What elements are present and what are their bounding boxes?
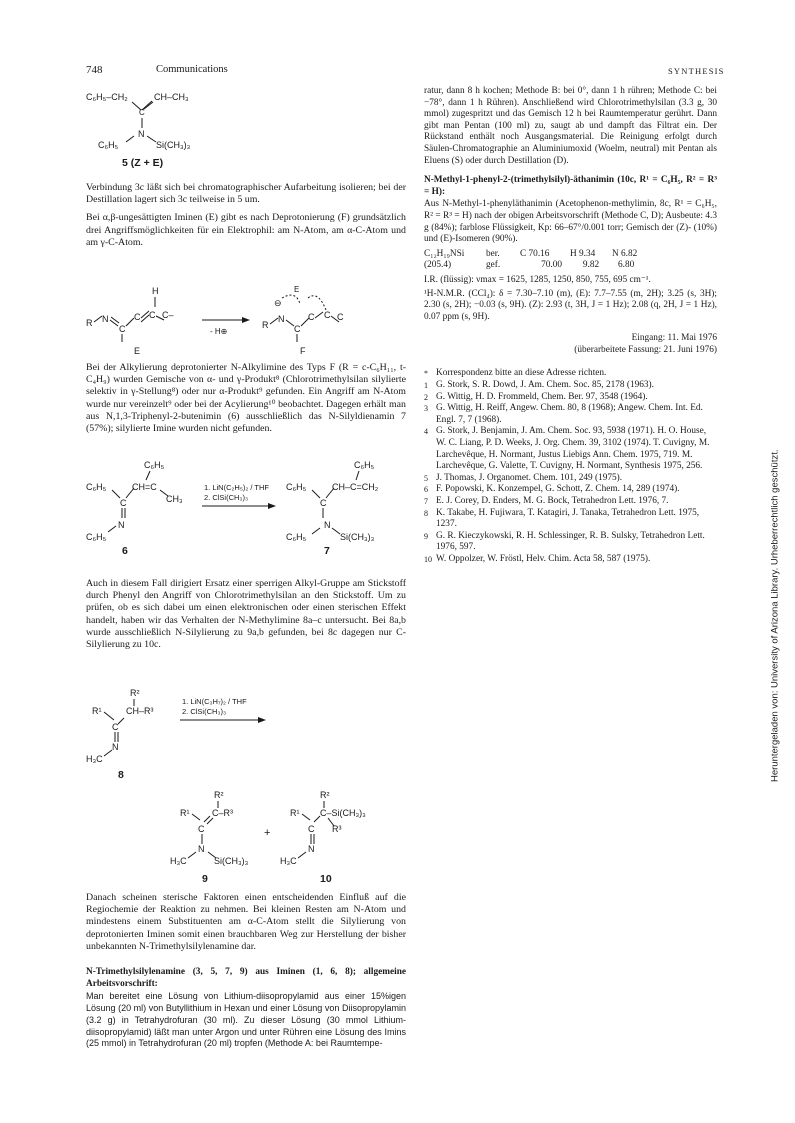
svg-text:C₆H₅: C₆H₅ (98, 140, 119, 150)
svg-text:2. ClSi(CH₃)₃: 2. ClSi(CH₃)₃ (182, 707, 227, 716)
scheme-E-F (86, 276, 406, 358)
svg-text:+: + (264, 827, 271, 839)
svg-text:H₃C: H₃C (86, 754, 103, 764)
svg-text:C₆H₅: C₆H₅ (144, 460, 165, 470)
reference-item: 8 K. Takabe, H. Fujiwara, T. Katagiri, J. Tanaka, Tetrahedron Lett. 1975, 1237. (424, 507, 700, 530)
svg-text:C₆H₅: C₆H₅ (86, 532, 107, 542)
svg-text:R²: R² (214, 790, 224, 800)
svg-text:CH=C: CH=C (132, 482, 157, 492)
svg-text:CH–R³: CH–R³ (126, 706, 154, 716)
svg-text:N: N (278, 314, 285, 324)
svg-text:N: N (112, 742, 119, 752)
structure-5 (86, 86, 326, 168)
label-7: 7 (324, 545, 330, 557)
reference-item: 10 W. Oppolzer, W. Fröstl, Helv. Chim. Acta 58, 587 (1975). (424, 553, 651, 564)
paragraph-2: Bei α,β-ungesättigten Iminen (E) gibt es nach Deprotonierung (F) grundsätzlich drei Angriffsmöglichkeiten für ein Elektrophil: am N-Atom, am α-C-Atom und am γ-C-Atom. (86, 212, 406, 248)
reference-item: 3 G. Wittig, H. Reiff, Angew. Chem. 80, 8 (1968); Angew. Chem. Int. Ed. Engl. 7, 7 (1968). (424, 403, 703, 425)
journal-name: SYNTHESIS (668, 66, 725, 76)
svg-text:C: C (320, 498, 327, 508)
svg-text:R: R (262, 320, 269, 330)
reference-item: * Korrespondenz bitte an diese Adresse richten. (424, 368, 607, 379)
label-5: 5 (Z + E) (122, 157, 164, 168)
procedure-continued: ratur, dann 8 h kochen; Methode B: bei 0°, dann 1 h rühren; Methode C: bei −78°, dann 1 h Rühren). Anschließend wird Chlorotrimethylsilan (3.3 g, 30 mmol) zugespritzt und das Gemisch 12 h bei Raumtemperatur gerührt. Dann gibt man Pentan (100 ml) zu, saugt ab und dampft das Filtrat ein. Der Rückstand enthält noch Ausgangsmaterial. Die Reinigung erfolgt durch Säulen-Chromatographie an Aluminiumoxid (Woelm, neutral) mit Pentan als Eluens (S) oder durch Destillation (D). (424, 86, 717, 166)
reference-item: 1 G. Stork, S. R. Dowd, J. Am. Chem. Soc. 85, 2178 (1963). (424, 380, 654, 391)
svg-text:C₆H₅: C₆H₅ (286, 482, 307, 492)
svg-text:C₆H₅: C₆H₅ (86, 482, 107, 492)
references (424, 368, 717, 565)
svg-text:C: C (337, 312, 344, 322)
svg-text:C: C (149, 310, 156, 320)
svg-text:C: C (112, 722, 119, 732)
analysis-calc-label: ber. (486, 248, 500, 259)
compound-body: Aus N-Methyl-1-phenyläthanimin (Acetophenon-methylimin, 8c, R¹ = C₆H₅, R² = R³ = H) nach der obigen Arbeitsvorschrift (Methode C, D); Ausbeute: 4.3 g (84%); farblose Flüssigkeit, Kp: 66–67°/0.001 torr; Gemisch der (Z)- (10%) und (E)-Isomeren (90%). (424, 199, 717, 245)
paragraph-1: Verbindung 3c läßt sich bei chromatographischer Aufarbeitung isolieren; bei der Destillation lagert sich 3c teilweise in 5 um. (86, 182, 406, 206)
svg-text:N: N (138, 129, 145, 139)
revised-date: (überarbeitete Fassung: 21. Juni 1976) (574, 344, 717, 355)
svg-text:C: C (308, 312, 315, 322)
reference-item: 2 G. Wittig, H. D. Frommeld, Chem. Ber. 97, 3548 (1964). (424, 391, 648, 402)
svg-text:C: C (119, 324, 126, 334)
scheme-6-7 (86, 456, 406, 566)
svg-text:C–R³: C–R³ (212, 808, 234, 818)
svg-text:N: N (102, 314, 109, 324)
label-9: 9 (202, 873, 208, 885)
analysis-mw: (205.4) (424, 260, 452, 271)
label-F: F (300, 346, 306, 356)
procedure-title: N-Trimethylsilylenamine (3, 5, 7, 9) aus Iminen (1, 6, 8); allgemeine Arbeitsvorschrift: (86, 967, 406, 989)
download-note: Heruntergeladen von: University of Arizona Library. Urheberrechtlich geschützt. (769, 449, 781, 782)
analysis-found-h: 9.82 (582, 260, 600, 271)
reference-item: 6 F. Popowski, K. Konzempel, G. Schott, Z. Chem. 14, 289 (1974). (424, 484, 680, 495)
svg-text:H: H (152, 286, 159, 296)
svg-text:Si(CH₃)₃: Si(CH₃)₃ (156, 140, 191, 150)
label-E: E (134, 346, 141, 356)
procedure-body: Man bereitet eine Lösung von Lithium-diisopropylamid aus einer 15%igen Lösung (20 ml) von Butyllithium in Hexan und einer Lösung von Diisopropylamin (3.2 g) in Tetrahydrofuran (30 ml). Zu dieser Lösung (30 mmol Lithium-diisopropylamid) läßt man unter Argon und unter Rühren eine Lösung des Imins (25 mmol) in Tetrahydrofuran (20 ml) tropfen (Methode A: bei Raumtempe- (86, 991, 406, 1049)
svg-text:C–: C– (162, 310, 174, 320)
svg-text:R¹: R¹ (290, 808, 300, 818)
svg-text:C₆H₅: C₆H₅ (354, 460, 375, 470)
svg-text:R¹: R¹ (92, 706, 102, 716)
svg-text:2. ClSi(CH₃)₃: 2. ClSi(CH₃)₃ (204, 493, 249, 502)
label-10: 10 (320, 873, 332, 885)
analysis-calc-n: N 6.82 (612, 248, 638, 259)
ir-data: I.R. (flüssig): νmax = 1625, 1285, 1250, 850, 755, 695 cm⁻¹. (424, 274, 651, 285)
analysis-calc-c: C 70.16 (520, 248, 550, 259)
svg-text:R²: R² (320, 790, 330, 800)
svg-text:C–Si(CH₃)₃: C–Si(CH₃)₃ (320, 808, 366, 818)
label-8: 8 (118, 769, 124, 781)
svg-text:H₃C: H₃C (170, 856, 187, 866)
analysis-found-c: 70.00 (541, 260, 562, 271)
paragraph-5: Danach scheinen sterische Faktoren einen entscheidenden Einfluß auf die Regiochemie der Reaktion zu nehmen. Bei kleinen Resten am N-Atom und mindestens einem Substituenten am α-C-Atom stellt die Silylierung von deprotonierten Iminen somit einen brauchbaren Weg zur Herstellung der bisher unbekannten N-Trimethylsilylenamine dar. (86, 892, 406, 952)
svg-text:C: C (294, 324, 301, 334)
reference-item: 7 E. J. Corey, D. Enders, M. G. Bock, Tetrahedron Lett. 1976, 7. (424, 496, 669, 506)
analysis-found-n: 6.80 (618, 260, 635, 271)
received-date: Eingang: 11. Mai 1976 (631, 333, 717, 344)
scheme-8-9-10 (86, 686, 406, 890)
svg-text:1. LiN(C₃H₇)₂ / THF: 1. LiN(C₃H₇)₂ / THF (182, 697, 247, 706)
reference-item: 4 G. Stork, J. Benjamin, J. Am. Chem. Soc. 93, 5938 (1971). H. O. House, W. C. Liang, P. D. Weeks, J. Org. Chem. 39, 3102 (1974). T. Cuvigny, M. Larchevêque, H. Normant, Justus Liebigs Ann. Chem. 1975, 719. M. Larchevêque, G. Valette, T. Cuvigny, H. Normant, Synthesis 1975, 256. (424, 426, 710, 472)
section-title: Communications (156, 64, 228, 75)
svg-text:- H⊕: - H⊕ (210, 327, 228, 336)
nmr-data: ¹H-N.M.R. (CCl₄): δ = 7.30–7.10 (m), (E): 7.7–7.55 (m, 2H); 3.25 (s, 3H); 2.30 (s, 2H); −0.03 (s, 9H). (Z): 2.93 (t, 3H, J = 1 Hz); 2.08 (q, 2H, J = 1 Hz), 0.07 ppm (s, 9H). (424, 288, 717, 322)
svg-text:CH–CH₃: CH–CH₃ (154, 92, 189, 102)
svg-text:C: C (139, 108, 145, 117)
label-6: 6 (122, 545, 128, 557)
page-number: 748 (86, 64, 103, 76)
svg-text:R²: R² (130, 688, 140, 698)
svg-text:N: N (308, 844, 315, 854)
svg-text:CH₃: CH₃ (166, 494, 183, 504)
svg-text:C: C (120, 498, 127, 508)
svg-text:R: R (86, 318, 93, 328)
svg-text:N: N (198, 844, 205, 854)
svg-text:Si(CH₃)₃: Si(CH₃)₃ (340, 532, 375, 542)
svg-text:R³: R³ (332, 824, 342, 834)
svg-text:C: C (134, 312, 141, 322)
paragraph-4: Auch in diesem Fall dirigiert Ersatz einer sperrigen Alkyl-Gruppe am Stickstoff durch Phenyl den Angriff von Chlorotrimethylsilan an den Stickstoff. Um zu prüfen, ob es sich dabei um einen elektronischen oder einen sterischen Effekt handelt, haben wir das Verhalten der N-Methylimine 8a–c untersucht. Bei 8a,b wurde ausschließlich N-Silylierung zu 9a,b gefunden, bei 8c dagegen nur C-Silylierung zu 10c. (86, 578, 406, 651)
elemental-analysis (424, 249, 717, 272)
analysis-formula: C₁₂H₁₉NSi (424, 248, 465, 259)
svg-text:H₃C: H₃C (280, 856, 297, 866)
svg-text:C₆H₅–CH₂: C₆H₅–CH₂ (86, 92, 128, 102)
analysis-found-label: gef. (486, 260, 501, 271)
svg-text:C: C (324, 310, 331, 320)
svg-text:CH–C=CH₂: CH–C=CH₂ (332, 482, 379, 492)
svg-text:C: C (198, 824, 205, 834)
analysis-calc-h: H 9.34 (570, 248, 596, 259)
reference-item: 5 J. Thomas, J. Organomet. Chem. 101, 249 (1975). (424, 472, 623, 483)
svg-text:C₆H₅: C₆H₅ (286, 532, 307, 542)
svg-text:R¹: R¹ (180, 808, 190, 818)
svg-text:Si(CH₃)₃: Si(CH₃)₃ (214, 856, 249, 866)
reference-item: 9 G. R. Kieczykowski, R. H. Schlessinger, R. B. Sulsky, Tetrahedron Lett. 1976, 597. (424, 530, 705, 553)
svg-text:C: C (308, 824, 315, 834)
svg-text:1. LiN(C₂H₅)₂ / THF: 1. LiN(C₂H₅)₂ / THF (204, 483, 269, 492)
svg-text:E: E (294, 285, 300, 294)
svg-text:⊖: ⊖ (274, 298, 282, 308)
paragraph-3: Bei der Alkylierung deprotonierter N-Alkylimine des Typs F (R = c-C₆H₁₁, t-C₄H₉) wurden Gemische von α- und γ-Produkt⁸ (Chlorotrimethylsilan silylierte selektiv in γ-Stellung⁸) oder nur α-Produkt⁹ gefunden. Ein Angriff am N-Atom wurde nur vereinzelt⁹ oder bei der Acylierung¹⁰ beobachtet. Dagegen erhält man aus N,1,3-Triphenyl-2-butenimin (6) ausschließlich das N-Silyldienamin 7 (57%); silylierte Imine wurden nicht gefunden. (86, 362, 406, 435)
compound-title: N-Methyl-1-phenyl-2-(trimethylsilyl)-äthanimin (10c, R¹ = C₆H₅, R² = R³ = H): (424, 175, 717, 197)
svg-text:N: N (118, 520, 125, 530)
svg-text:N: N (324, 520, 331, 530)
received-dates (424, 333, 717, 356)
